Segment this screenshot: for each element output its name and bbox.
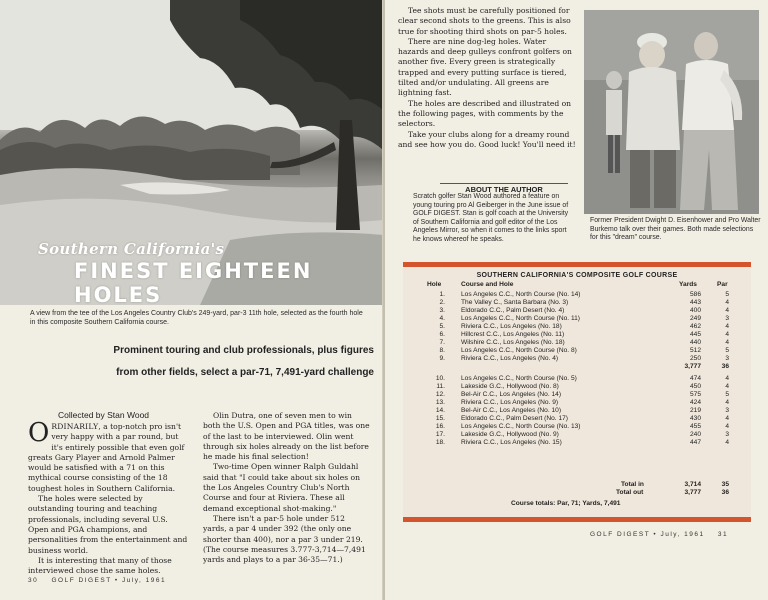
article-paragraph: Take your clubs along for a dreamy round and see how you do. Good luck! You'll need it!: [398, 129, 576, 149]
table-row: [403, 375, 751, 383]
hole-number: 11.: [436, 383, 445, 390]
about-author-heading: ABOUT THE AUTHOR: [440, 183, 568, 194]
hole-yards: 240: [689, 431, 701, 438]
table-row: [403, 399, 751, 407]
magazine-name: GOLF DIGEST: [51, 577, 112, 584]
hole-number: 7.: [439, 339, 445, 346]
table-row: [403, 307, 751, 315]
hole-yards: 447: [689, 439, 701, 446]
right-page: [385, 0, 768, 600]
photo-caption: Former President Dwight D. Eisenhower and Pro Walter Burkemo talk over their games. Both made selections for this "dream" course.: [590, 217, 761, 242]
hole-par: 5: [725, 291, 729, 298]
hole-number: 12.: [435, 391, 445, 398]
header-course: Course and Hole: [461, 281, 514, 288]
paragraph-text: , a top-notch pro isn't very happy with a par round, but it's entirely possible that even golf greats Gary Player and Arnold Palmer would be satisfied with a 71 on this mythical course consisting of the 18 toughest holes in Southern California.: [28, 422, 185, 493]
hole-par: 4: [725, 307, 729, 314]
article-paragraph: Olin Dutra, one of seven men to win both the U.S. Open and PGA titles, was one of the last to be interviewed. Olin went through six holes already on the list before he made his final selection!: [203, 411, 370, 462]
hole-par: 5: [725, 347, 729, 354]
hole-yards: 462: [689, 323, 701, 330]
total-out-par: 36: [721, 489, 729, 496]
table-row: [403, 415, 751, 423]
total-out-yards: 3,777: [684, 489, 701, 496]
left-page: [0, 0, 383, 600]
table-row: [403, 299, 751, 307]
issue-date: • July, 1961: [653, 531, 705, 538]
page-footer: [28, 577, 166, 584]
deck-text: [112, 340, 374, 384]
article-column-1: [28, 418, 190, 576]
total-out-label: Total out: [616, 489, 644, 496]
table-row: [403, 355, 751, 363]
table-row: [403, 339, 751, 347]
course-name: Riviera C.C., Los Angeles (No. 15): [461, 439, 562, 446]
table-row: [403, 383, 751, 391]
hole-number: 15.: [435, 415, 445, 422]
hole-yards: 249: [689, 315, 701, 322]
total-in-par: 35: [721, 481, 729, 488]
magazine-name: GOLF DIGEST: [590, 531, 651, 538]
course-name: Riviera C.C., Los Angeles (No. 9): [461, 399, 559, 406]
table-body: [403, 291, 751, 447]
front-yards-total: 3,777: [684, 363, 701, 370]
hole-number: 4.: [439, 315, 445, 322]
photo-caption: A view from the tee of the Los Angeles Country Club's 249-yard, par-3 11th hole, selected as the fourth hole in this composite Southern California course.: [30, 310, 363, 326]
course-name: Bel-Air C.C., Los Angeles (No. 14): [461, 391, 562, 398]
course-name: Los Angeles C.C., North Course (No. 8): [461, 347, 577, 354]
front-par-total: 36: [721, 363, 729, 370]
hole-yards: 443: [689, 299, 701, 306]
hole-number: 18.: [435, 439, 445, 446]
hole-par: 3: [725, 407, 729, 414]
article-paragraph: There are nine dog-leg holes. Water hazards and deep gulleys confront golfers on another five. Every green is strategically trapped and every putting surface is tiered, tilted and/or undulating. All greens are lightning fast.: [398, 36, 572, 98]
hole-number: 6.: [439, 331, 445, 338]
hole-par: 4: [725, 375, 729, 382]
article-paragraph: There isn't a par-5 hole under 512 yards, a par 4 under 392 (the only one shorter than 400), nor a par 3 under 219. (The course measures 3.777-3,714—7,491 yards and plays to a par 36-35—71.): [203, 513, 366, 565]
hole-par: 5: [725, 391, 729, 398]
course-name: Los Angeles C.C., North Course (No. 13): [461, 423, 581, 430]
hole-yards: 424: [689, 399, 701, 406]
eisenhower-photo: [584, 10, 759, 214]
course-name: Eldorado C.C., Palm Desert (No. 17): [461, 415, 569, 422]
article-paragraph: Two-time Open winner Ralph Guldahl said that "I could take about six holes on the Los Angeles Country Club's North Course and four at Riviera. These all demand exceptional shot-making.": [203, 462, 360, 513]
hole-number: 5.: [439, 323, 445, 330]
hole-yards: 455: [689, 423, 701, 430]
page-number: 31: [717, 531, 729, 538]
intro-column: [398, 6, 576, 150]
table-row: [403, 315, 751, 323]
total-in-yards: 3,714: [684, 481, 701, 488]
article-paragraph: The holes are described and illustrated on the following pages, with comments by the selectors.: [398, 98, 572, 129]
drop-cap: O: [28, 418, 50, 448]
course-table: [403, 262, 751, 522]
lead-word: RDINARILY: [51, 422, 99, 431]
course-totals: Course totals: Par, 71; Yards, 7,491: [511, 500, 621, 507]
hole-par: 4: [725, 423, 729, 430]
table-row: [403, 323, 751, 331]
hole-number: 10.: [435, 375, 445, 382]
course-name: Los Angeles C.C., North Course (No. 5): [461, 375, 577, 382]
course-name: Lakeside G.C., Hollywood (No. 9): [461, 431, 559, 438]
hole-number: 2.: [439, 299, 445, 306]
course-name: Eldorado C.C., Palm Desert (No. 4): [461, 307, 565, 314]
hole-yards: 400: [689, 307, 701, 314]
table-row: [403, 347, 751, 355]
issue-date: • July, 1961: [114, 577, 167, 584]
hole-yards: 430: [689, 415, 701, 422]
hole-par: 3: [725, 315, 729, 322]
hole-number: 3.: [439, 307, 445, 314]
article-column-2: [203, 411, 371, 565]
table-row: [403, 423, 751, 431]
hole-par: 4: [725, 399, 729, 406]
table-row: [403, 431, 751, 439]
total-in-label: Total in: [621, 481, 644, 488]
course-name: Hillcrest C.C., Los Angeles (No. 11): [461, 331, 565, 338]
hole-number: 8.: [439, 347, 445, 354]
hole-yards: 219: [689, 407, 701, 414]
table-row: [403, 331, 751, 339]
hole-par: 4: [725, 323, 729, 330]
article-paragraph: Tee shots must be carefully positioned for clear second shots to the greens. This is also true for shooting third shots on par-5 holes.: [398, 6, 571, 36]
course-name: Riviera C.C., Los Angeles (No. 4): [461, 355, 559, 362]
hole-par: 4: [725, 383, 729, 390]
hole-number: 17.: [435, 431, 445, 438]
hole-yards: 512: [689, 347, 701, 354]
back-nine: [403, 375, 751, 447]
article-paragraph: The holes were selected by outstanding touring and teaching professionals, including several U.S. Open and PGA champions, and personalities from the entertainment and business world.: [28, 494, 188, 555]
hole-par: 4: [725, 331, 729, 338]
hole-par: 3: [725, 355, 729, 362]
hole-yards: 445: [689, 331, 701, 338]
course-name: Bel-Air C.C., Los Angeles (No. 10): [461, 407, 562, 414]
course-name: Los Angeles C.C., North Course (No. 14): [461, 291, 581, 298]
hole-par: 4: [725, 299, 729, 306]
course-name: The Valley C., Santa Barbara (No. 3): [461, 299, 569, 306]
hole-yards: 586: [689, 291, 701, 298]
page-title: FINEST EIGHTEEN HOLES: [74, 259, 313, 305]
golf-course-photo: [0, 0, 383, 305]
header-hole: Hole: [427, 281, 442, 288]
article-paragraph: It is interesting that many of those interviewed chose the same holes.: [28, 555, 172, 576]
course-name: Riviera C.C., Los Angeles (No. 18): [461, 323, 562, 330]
eisenhower-illustration: [584, 10, 759, 214]
course-name: Los Angeles C.C., North Course (No. 11): [461, 315, 580, 322]
hole-yards: 450: [689, 383, 701, 390]
table-row: [403, 291, 751, 299]
hole-number: 9.: [439, 355, 445, 362]
course-name: Wilshire C.C., Los Angeles (No. 18): [461, 339, 565, 346]
deck-line-2: from other fields, select a par-71, 7,491-yard challenge: [116, 367, 374, 378]
hole-yards: 440: [689, 339, 701, 346]
header-yards: Yards: [679, 281, 697, 288]
front-nine: [403, 291, 751, 363]
hole-yards: 250: [689, 355, 701, 362]
deck-line-1: Prominent touring and club professionals, plus figures: [113, 345, 374, 356]
front-subtotal-row: [403, 363, 751, 371]
hole-par: 4: [725, 339, 729, 346]
article-paragraph: [28, 418, 190, 494]
about-author-text: Scratch golfer Stan Wood authored a feature on young touring pro Al Geiberger in the June issue of GOLF DIGEST. Stan is golf coach at the University of Southern California and golf editor of the Los Angeles Mirror, so when it comes to the links sport he knows whereof he speaks.: [413, 193, 569, 243]
hole-number: 16.: [435, 423, 445, 430]
hole-number: 13.: [435, 399, 445, 406]
hole-number: 1.: [439, 291, 445, 298]
byline: Collected by Stan Wood: [58, 410, 150, 420]
hole-par: 3: [725, 431, 729, 438]
hole-number: 14.: [435, 407, 445, 414]
hole-yards: 474: [689, 375, 701, 382]
table-row: [403, 407, 751, 415]
table-row: [403, 391, 751, 399]
hole-par: 4: [725, 415, 729, 422]
table-row: [403, 439, 751, 447]
page-number: 30: [28, 577, 39, 584]
table-title: SOUTHERN CALIFORNIA'S COMPOSITE GOLF COURSE: [476, 272, 678, 279]
page-footer: [590, 531, 728, 538]
hero-subtitle: Southern California's: [38, 240, 225, 258]
hole-yards: 575: [689, 391, 701, 398]
course-name: Lakeside G.C., Hollywood (No. 8): [461, 383, 559, 390]
header-par: Par: [717, 281, 728, 288]
hole-par: 4: [725, 439, 729, 446]
